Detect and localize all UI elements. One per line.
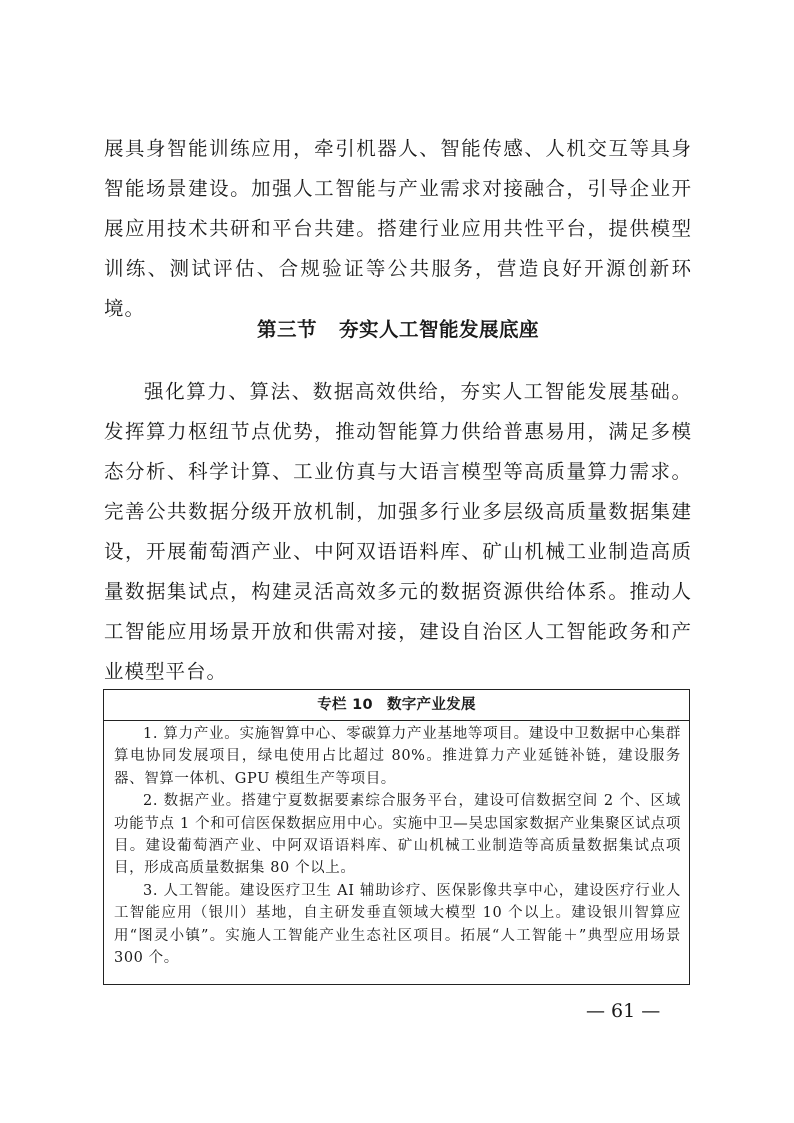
section-title: 夯实人工智能发展底座 [339, 318, 540, 341]
column-box-title: 数字产业发展 [386, 697, 476, 713]
column-box-body [104, 721, 689, 969]
column-box [103, 689, 690, 985]
section-number: 第三节 [256, 318, 317, 341]
column-item-compute: 1. 算力产业。实施智算中心、零碳算力产业基地等项目。建设中卫数据中心集群算电协同发展项目，绿电使用占比超过 80%。推进算力产业延链补链，建设服务器、智算一体机、GPU 模组生产等项目。 [114, 726, 681, 787]
body-paragraph-1: 展具身智能训练应用，牵引机器人、智能传感、人机交互等具身智能场景建设。加强人工智能与产业需求对接融合，引导企业开展应用技术共研和平台共建。搭建行业应用共性平台，提供模型训练、测试评估、合规验证等公共服务，营造良好开源创新环境。 [104, 137, 692, 320]
section-heading [104, 312, 692, 348]
column-item-data: 2. 数据产业。搭建宁夏数据要素综合服务平台，建设可信数据空间 2 个、区域功能节点 1 个和可信医保数据应用中心。实施中卫—吴忠国家数据产业集聚区试点项目。建设葡萄酒产业、中阿双语语料库、矿山机械工业制造等高质量数据集试点项目，形成高质量数据集 80 个以上。 [114, 793, 681, 877]
body-paragraph-2: 强化算力、算法、数据高效供给，夯实人工智能发展基础。发挥算力枢纽节点优势，推动智能算力供给普惠易用，满足多模态分析、科学计算、工业仿真与大语言模型等高质量算力需求。完善公共数据分级开放机制，加强多行业多层级高质量数据集建设，开展葡萄酒产业、中阿双语语料库、矿山机械工业制造高质量数据集试点，构建灵活高效多元的数据资源供给体系。推动人工智能应用场景开放和供需对接，建设自治区人工智能政务和产业模型平台。 [104, 380, 692, 683]
column-box-header [104, 690, 689, 721]
column-box-label: 专栏 10 [317, 697, 373, 713]
page-number: — 61 — [586, 1000, 661, 1022]
column-item-ai: 3. 人工智能。建设医疗卫生 AI 辅助诊疗、医保影像共享中心，建设医疗行业人工智能应用（银川）基地，自主研发垂直领域大模型 10 个以上。建设银川智算应用“图灵小镇”。实施人工智能产业生态社区项目。拓展“人工智能＋”典型应用场景 300 个。 [114, 882, 681, 967]
